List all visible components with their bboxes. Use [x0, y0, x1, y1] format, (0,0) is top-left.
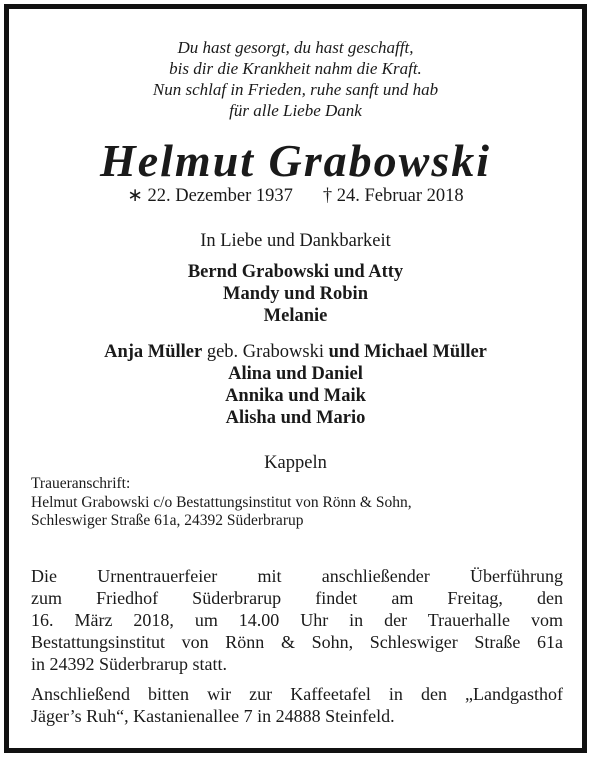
life-dates [9, 185, 582, 207]
family-group-1 [9, 261, 582, 327]
mourning-address [31, 475, 562, 531]
address-line: Schleswiger Straße 61a, 24392 Süderbrarup [31, 512, 304, 529]
notice-line: 16. März 2018, um 14.00 Uhr in der Trauerhalle vom [31, 610, 563, 630]
place-name: Kappeln [264, 453, 327, 473]
notice-line: Anschließend bitten wir zur Kaffeetafel in den „Landgasthof [31, 684, 563, 704]
notice-line: zum Friedhof Süderbrarup findet am Freitag, den [31, 588, 563, 608]
family-member-partner: und Michael Müller [328, 342, 487, 362]
address-line: Helmut Grabowski c/o Bestattungsinstitut von Rönn & Sohn, [31, 493, 412, 511]
family-line: Alina und Daniel [228, 364, 363, 384]
deceased-name: Helmut Grabowski [99, 135, 492, 186]
notice-line: Jäger’s Ruh“, Kastanienallee 7 in 24888 Steinfeld. [31, 706, 395, 726]
family-line: Alisha und Mario [225, 408, 366, 428]
birth-date: ∗ 22. Dezember 1937 [127, 186, 293, 206]
obituary-frame [4, 4, 587, 753]
family-line [9, 341, 582, 363]
family-line: Melanie [263, 306, 328, 326]
poem-line: bis dir die Krankheit nahm die Kraft. [169, 59, 422, 78]
family-line: Annika und Maik [225, 386, 366, 406]
coffee-notice [31, 683, 563, 727]
address-label: Traueranschrift: [31, 475, 131, 492]
notice-line: Die Urnentrauerfeier mit anschließender Überführung [31, 566, 563, 586]
mourners-intro: In Liebe und Dankbarkeit [200, 231, 391, 251]
poem-line: Nun schlaf in Frieden, ruhe sanft und hab [152, 80, 439, 99]
family-line: Bernd Grabowski und Atty [187, 262, 404, 282]
death-date: † 24. Februar 2018 [322, 186, 464, 206]
poem-line: für alle Liebe Dank [229, 101, 362, 120]
notice-line: in 24392 Süderbrarup statt. [31, 654, 227, 674]
family-member-name: Anja Müller [104, 342, 203, 362]
maiden-name-note: geb. Grabowski [202, 342, 329, 362]
memorial-poem [9, 37, 582, 121]
funeral-notice [31, 565, 563, 675]
notice-line: Bestattungsinstitut von Rönn & Sohn, Schleswiger Straße 61a [31, 632, 563, 652]
poem-line: Du hast gesorgt, du hast geschafft, [177, 38, 414, 57]
family-line: Mandy und Robin [223, 284, 368, 304]
obituary-notice [9, 9, 582, 748]
family-group-2 [9, 341, 582, 429]
